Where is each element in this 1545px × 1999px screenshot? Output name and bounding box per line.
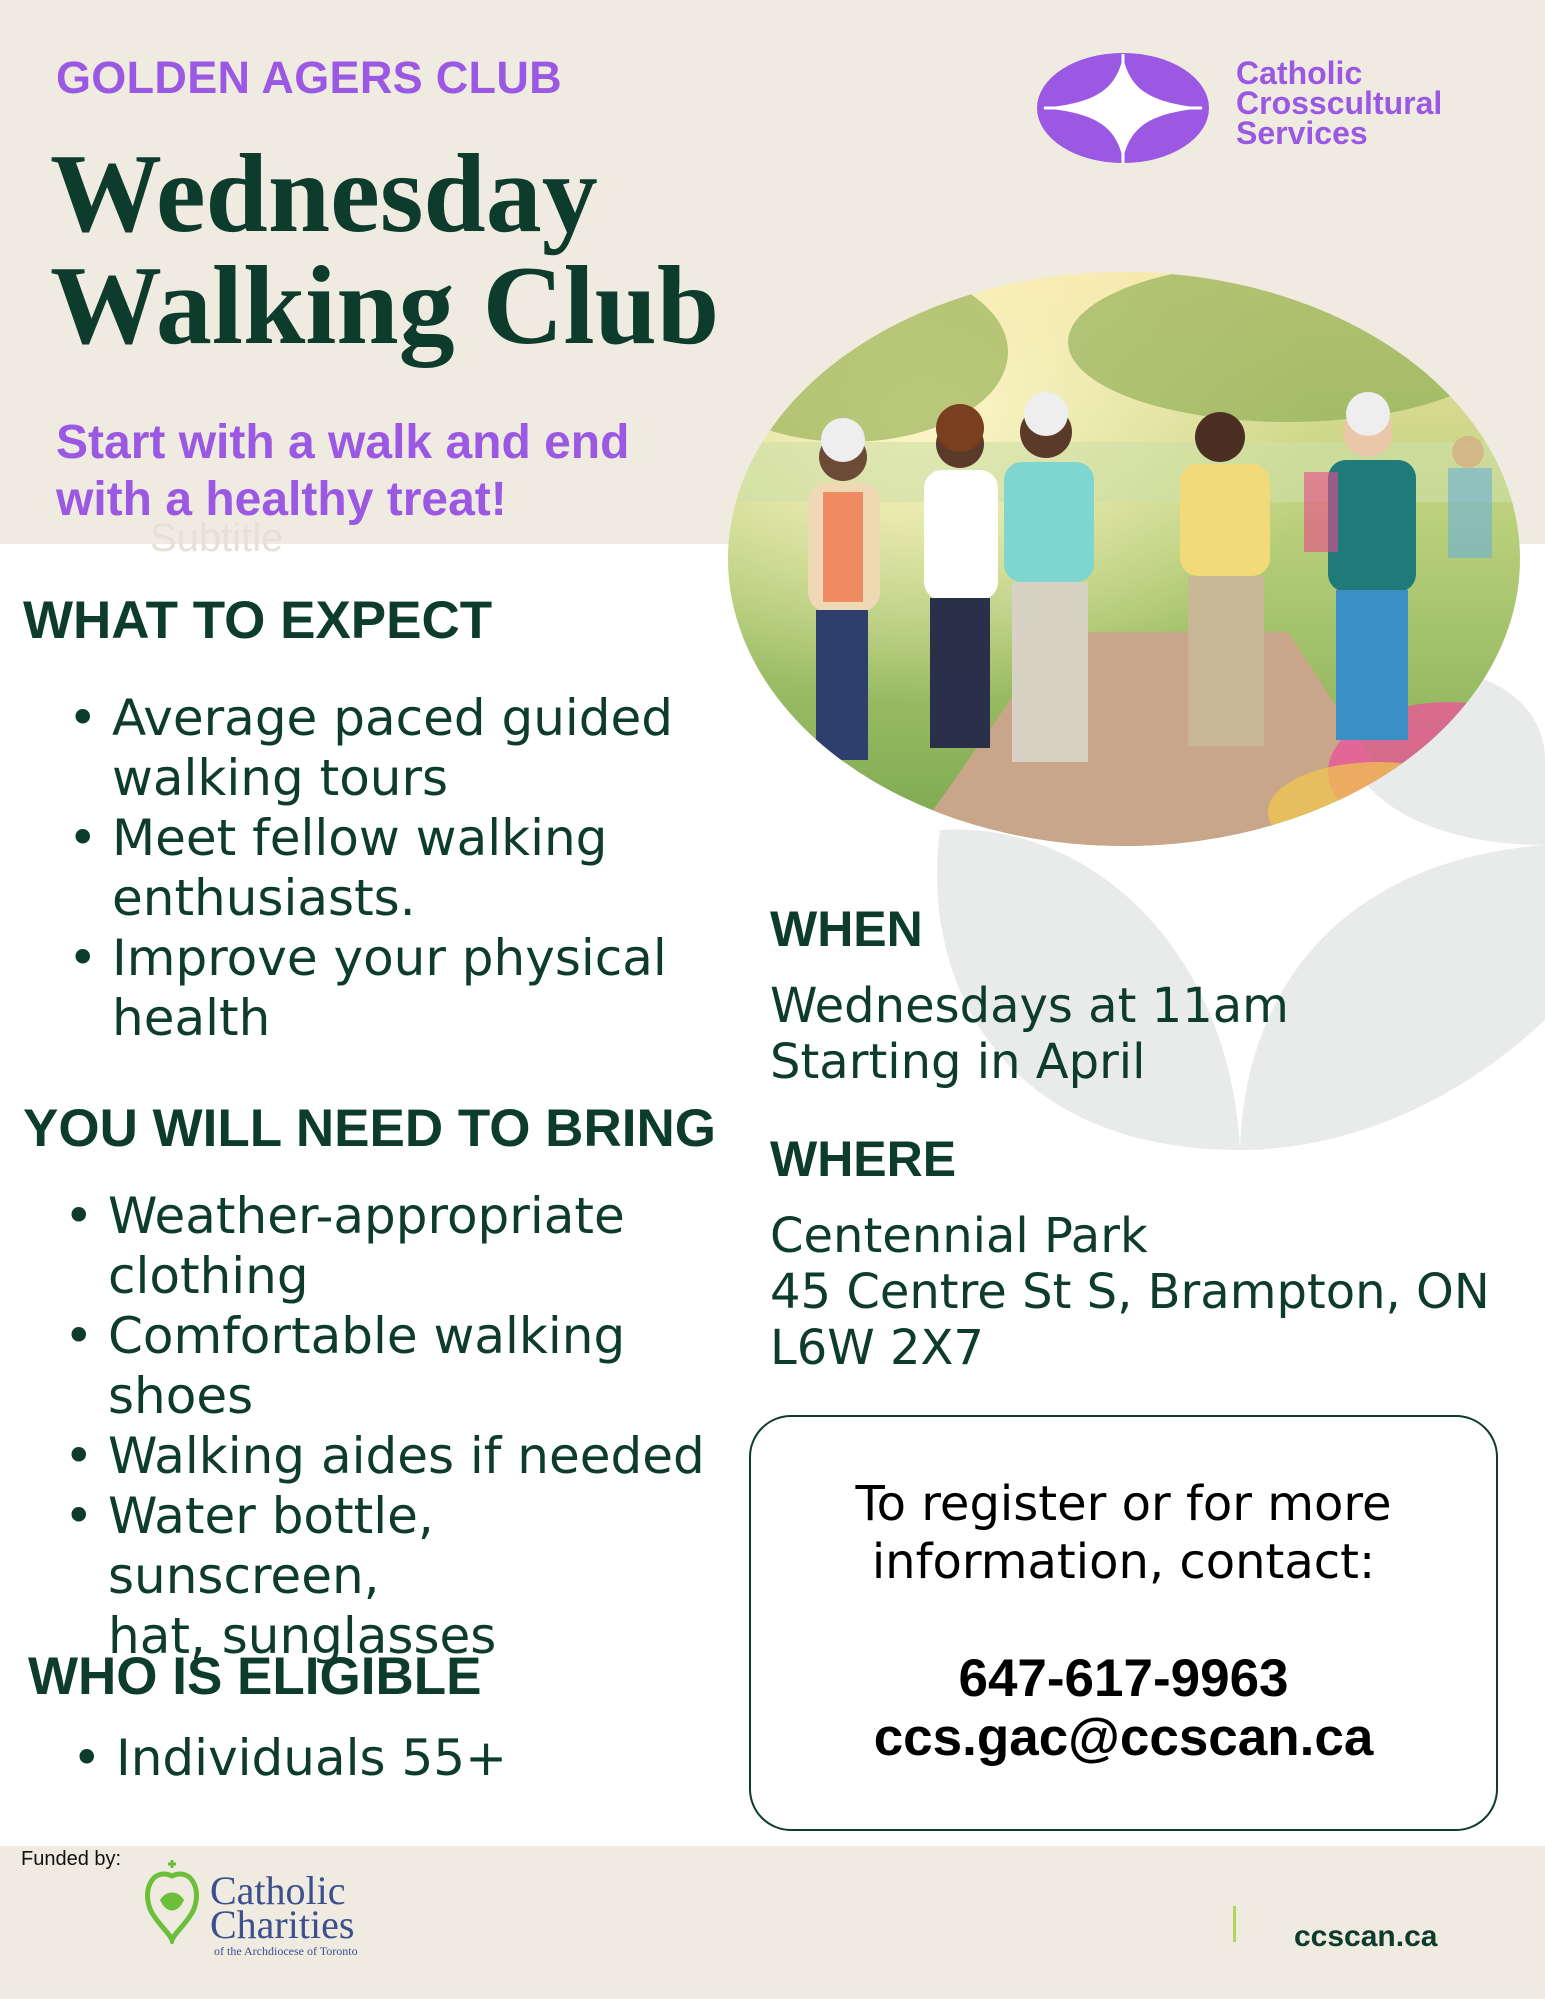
contact-box [749,1415,1498,1831]
eligibility-list [66,1728,726,1788]
list-item: • Comfortable walking shoes [58,1306,718,1426]
club-name: GOLDEN AGERS CLUB [56,52,562,103]
contact-lead-line-1: To register or for more [855,1476,1392,1532]
logo-line-3: Services [1236,115,1368,151]
title-line-2: Walking Club [50,244,720,368]
when-heading: WHEN [770,901,923,957]
logo-line-1: Catholic [1236,55,1363,91]
contact-lead [751,1475,1496,1591]
tagline [56,414,629,528]
catholic-charities-logo-text [210,1868,355,1947]
page-title [50,132,720,368]
seniors-walking-photo [728,272,1520,846]
bring-list [58,1186,718,1666]
what-to-expect-list [62,688,722,1048]
list-item: • Walking aides if needed [58,1426,718,1486]
list-item: • Improve your physical health [62,928,722,1048]
when-day: Wednesdays at 11am [770,978,1289,1034]
ccs-logo-icon [1034,51,1212,166]
where-postal-code: L6W 2X7 [770,1320,984,1376]
funder-line-1: Catholic [210,1868,346,1913]
contact-lead-line-2: information, contact: [871,1534,1376,1590]
funder-line-2: Charities [210,1902,355,1947]
list-item: • Average paced guided walking tours [62,688,722,808]
contact-phone[interactable]: 647-617-9963 [958,1649,1289,1708]
title-line-1: Wednesday [50,132,598,256]
tagline-line-1: Start with a walk and end [56,416,630,469]
where-venue: Centennial Park [770,1208,1148,1264]
what-to-expect-heading: WHAT TO EXPECT [23,591,493,650]
tagline-line-2: with a healthy treat! [56,473,507,526]
catholic-charities-logo-icon [140,1856,204,1944]
where-heading: WHERE [770,1131,957,1187]
website-link[interactable]: ccscan.ca [1294,1920,1438,1953]
logo-line-2: Crosscultural [1236,85,1443,121]
list-item: • Individuals 55+ [66,1728,726,1788]
funder-subtitle: of the Archdiocese of Toronto [214,1944,358,1958]
ghost-subtitle: Subtitle [150,516,284,560]
funded-by-label: Funded by: [21,1848,122,1870]
contact-email[interactable]: ccs.gac@ccscan.ca [873,1708,1374,1767]
footer-divider [1233,1906,1236,1942]
when-start: Starting in April [770,1034,1146,1090]
list-item: • Weather-appropriate clothing [58,1186,718,1306]
ccs-logo-text [1236,55,1443,151]
list-item: • Water bottle, sunscreen, hat, sunglasses [58,1486,718,1666]
eligibility-heading: WHO IS ELIGIBLE [28,1647,482,1706]
where-address: 45 Centre St S, Brampton, ON [770,1264,1490,1320]
list-item: • Meet fellow walking enthusiasts. [62,808,722,928]
bring-heading: YOU WILL NEED TO BRING [23,1099,716,1158]
